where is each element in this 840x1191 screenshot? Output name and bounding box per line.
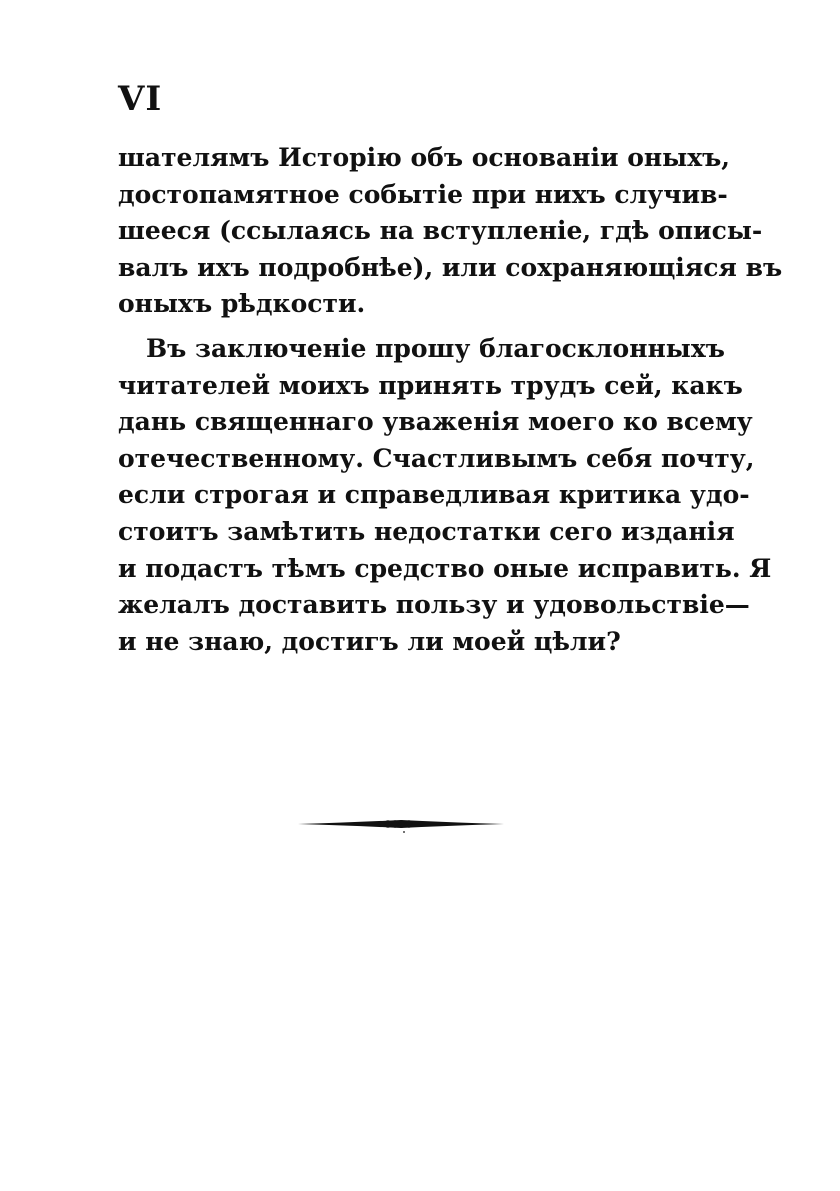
text-line: желалъ доставить пользу и удовольствіе— xyxy=(118,590,750,620)
paragraph-1 xyxy=(118,140,783,323)
text-line: валъ ихъ подробнѣе), или сохраняющіяся въ xyxy=(118,252,783,282)
text-line: стоитъ замѣтить недостатки сего изданія xyxy=(118,516,735,546)
tailpiece-ornament xyxy=(298,814,504,834)
text-line: и подастъ тѣмъ средство оные исправить. Я xyxy=(118,553,772,583)
text-line: шееся (ссылаясь на вступленіе, гдѣ описы- xyxy=(118,216,763,246)
text-line: читателей моихъ принять трудъ сей, какъ xyxy=(118,370,743,400)
text-line: и не знаю, достигъ ли моей цѣли? xyxy=(118,626,621,656)
text-line: если строгая и справедливая критика удо- xyxy=(118,480,750,510)
text-line: достопамятное событіе при нихъ случив- xyxy=(118,179,728,209)
paragraph-2 xyxy=(118,331,772,660)
text-line: дань священнаго уваженія моего ко всему xyxy=(118,407,753,437)
text-line: шателямъ Исторію объ основаніи оныхъ, xyxy=(118,143,731,172)
text-line: отечественному. Счастливымъ себя почту, xyxy=(118,443,755,473)
body-text xyxy=(118,140,783,660)
text-line: Въ заключеніе прошу благосклонныхъ xyxy=(146,333,725,363)
text-line: оныхъ рѣдкости. xyxy=(118,289,366,319)
page-number: VI xyxy=(118,79,163,119)
